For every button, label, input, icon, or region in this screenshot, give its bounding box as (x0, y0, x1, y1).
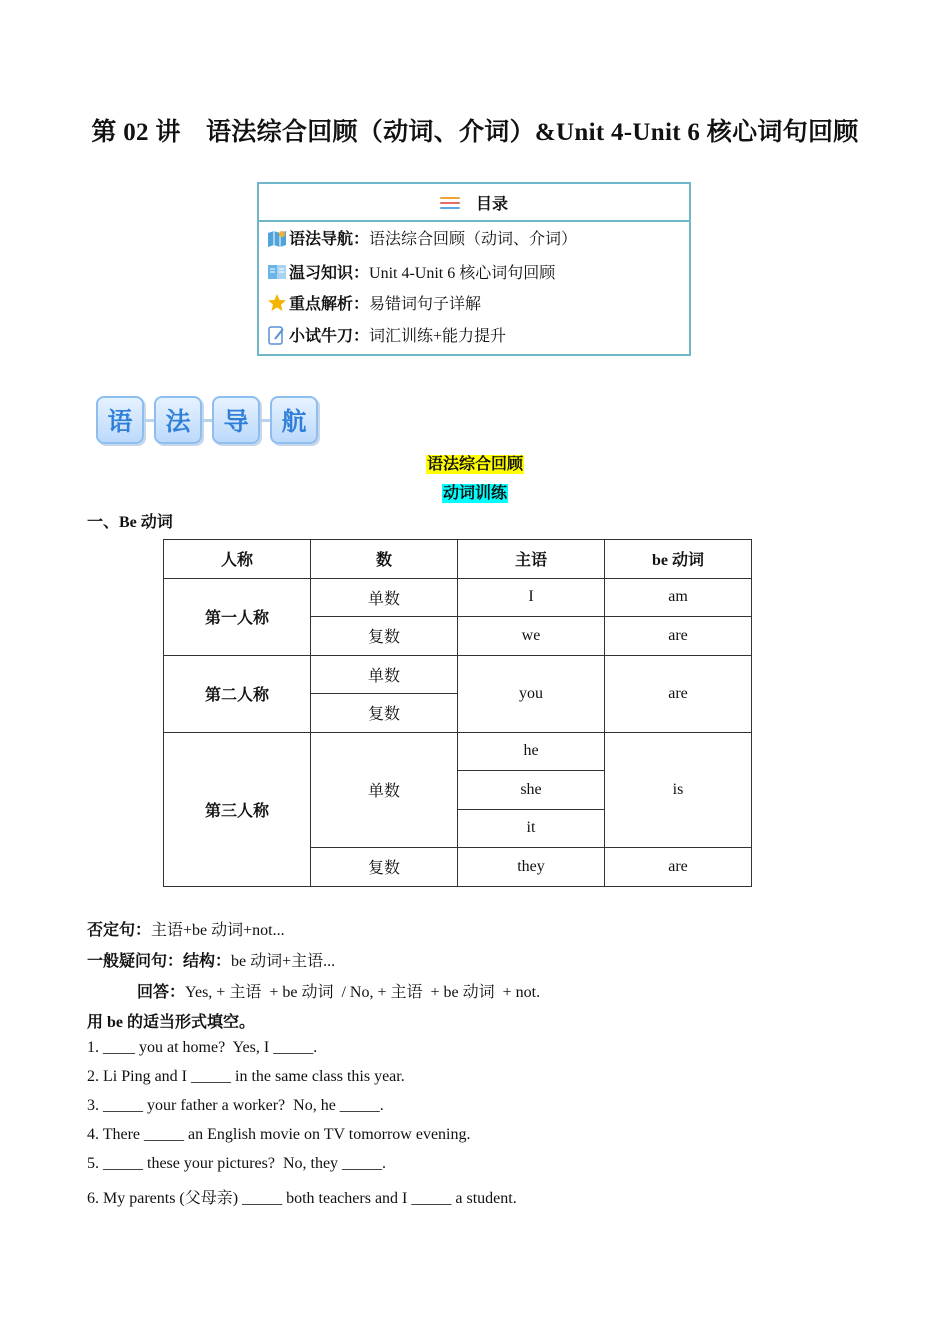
toc-item-practice[interactable] (267, 323, 506, 346)
toc-item-label: 温习知识： (289, 265, 370, 282)
header-number: 数 (311, 540, 458, 579)
header-be-verb: be 动词 (605, 540, 752, 579)
table-header-row (164, 540, 752, 579)
toc-item-review[interactable] (267, 260, 555, 283)
header-person: 人称 (164, 540, 311, 579)
singular-cell: 单数 (311, 655, 458, 694)
subject-cell: you (458, 655, 605, 732)
verb-cell: are (605, 848, 752, 887)
table-row (164, 578, 752, 617)
book-icon (267, 262, 287, 282)
banner-char: 航 (270, 396, 318, 444)
banner-char: 导 (212, 396, 260, 444)
be-verb-table (163, 539, 752, 887)
grammar-nav-banner (96, 396, 318, 444)
banner-char: 语 (96, 396, 144, 444)
toc-item-text: 语法综合回顾（动词、介词） (369, 231, 578, 248)
exercise-item: 3. _____ your father a worker? No, he _____. (87, 1097, 384, 1114)
toc-item-label: 小试牛刀： (289, 328, 370, 345)
star-icon (267, 293, 287, 313)
answer-rule: 回答：Yes, + 主语 + be 动词 / No, + 主语 + be 动词 + not. (137, 984, 541, 1001)
page-title: 第 02 讲 语法综合回顾（动词、介词）&Unit 4-Unit 6 核心词句回顾 (91, 119, 859, 146)
verb-cell: is (605, 732, 752, 848)
toc-item-grammar-nav[interactable] (267, 226, 577, 249)
plural-cell: 复数 (311, 848, 458, 887)
exercise-item: 4. There _____ an English movie on TV tomorrow evening. (87, 1126, 471, 1143)
toc-item-label: 语法导航： (289, 231, 370, 248)
plural-cell: 复数 (311, 694, 458, 733)
toc-item-text: Unit 4-Unit 6 核心词句回顾 (369, 265, 556, 282)
toc-item-text: 易错词句子详解 (369, 296, 482, 313)
grammar-review-heading: 语法综合回顾 (426, 456, 523, 473)
first-person-cell: 第一人称 (164, 578, 311, 655)
toc-header (259, 184, 689, 222)
verb-training-heading: 动词训练 (442, 485, 507, 502)
subject-cell: they (458, 848, 605, 887)
subject-cell: it (458, 809, 605, 848)
table-row (164, 732, 752, 771)
exercise-item: 2. Li Ping and I _____ in the same class this year. (87, 1068, 405, 1085)
toc-item-label: 重点解析： (289, 296, 370, 313)
singular-cell: 单数 (311, 578, 458, 617)
singular-cell: 单数 (311, 732, 458, 848)
toc-header-label: 目录 (475, 195, 508, 213)
verb-cell: are (605, 655, 752, 732)
second-person-cell: 第二人称 (164, 655, 311, 732)
exercise-item: 1. ____ you at home? Yes, I _____. (87, 1039, 318, 1056)
negative-rule: 否定句：主语+be 动词+not... (87, 922, 285, 939)
subject-cell: we (458, 617, 605, 656)
exercise-item: 5. _____ these your pictures? No, they _____. (87, 1155, 387, 1172)
verb-cell: am (605, 578, 752, 617)
section-heading: 一、Be 动词 (87, 514, 173, 531)
toc-item-key-analysis[interactable] (267, 291, 481, 314)
third-person-cell: 第三人称 (164, 732, 311, 886)
subject-cell: I (458, 578, 605, 617)
list-icon (440, 197, 460, 211)
exercise-item: 6. My parents (父母亲) _____ both teachers and I _____ a student. (87, 1190, 517, 1207)
map-icon (267, 228, 287, 248)
subject-cell: he (458, 732, 605, 771)
pencil-note-icon (267, 325, 287, 345)
toc-item-text: 词汇训练+能力提升 (369, 328, 507, 345)
exercise-instruction: 用 be 的适当形式填空。 (87, 1014, 256, 1031)
table-row (164, 655, 752, 694)
plural-cell: 复数 (311, 617, 458, 656)
question-rule: 一般疑问句：结构：be 动词+主语... (87, 953, 336, 970)
table-of-contents (257, 182, 691, 356)
subject-cell: she (458, 771, 605, 810)
banner-char: 法 (154, 396, 202, 444)
verb-cell: are (605, 617, 752, 656)
header-subject: 主语 (458, 540, 605, 579)
